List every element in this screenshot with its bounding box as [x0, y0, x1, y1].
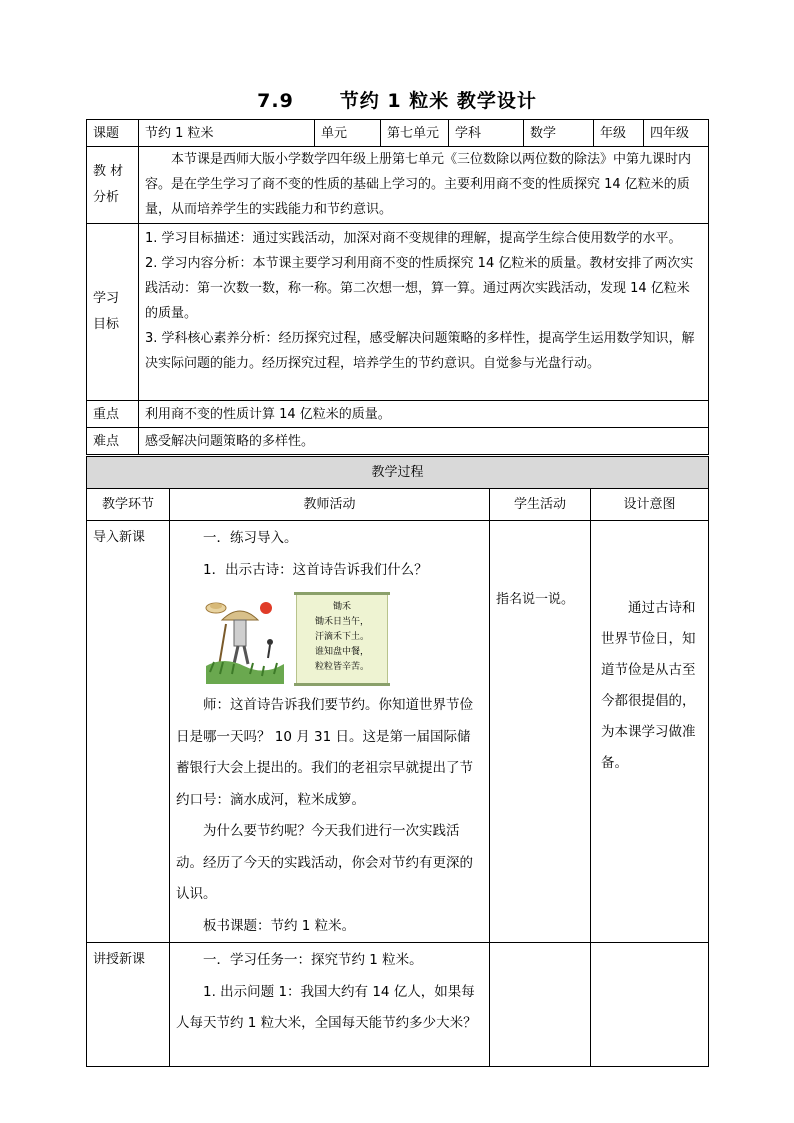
lesson-info-table [86, 119, 709, 455]
objective-item: 2. 学习内容分析：本节课主要学习利用商不变的性质探究 14 亿粒米的质量。教材安排了两次实践活动：第一次数一数，称一称。第二次想一想，算一算。通过两次实践活动，发现 14 亿粒米的质量。 [145, 256, 694, 321]
stage-name: 讲授新课 [87, 943, 170, 1067]
lesson-number: 7.9 [257, 90, 294, 112]
stage-name: 导入新课 [87, 521, 170, 943]
info-row [87, 120, 709, 147]
poem-line: 汗滴禾下土。 [314, 632, 369, 642]
task-heading: 一．学习任务一：探究节约 1 粒米。 [203, 952, 423, 968]
topic-value: 节约 1 粒米 [139, 120, 315, 147]
subject-label: 学科 [449, 120, 524, 147]
teacher-activity [170, 521, 490, 943]
analysis-label: 教 材 分析 [87, 147, 139, 224]
intro-heading: 一．练习导入。 [203, 530, 298, 546]
design-intent: 通过古诗和世界节俭日，知道节俭是从古至今都很提倡的，为本课学习做准备。 [601, 600, 696, 771]
poem-title: 锄禾 [332, 602, 351, 612]
poem-scroll [296, 594, 388, 684]
farmer-illustration [204, 594, 286, 684]
key-point-text: 利用商不变的性质计算 14 亿粒米的质量。 [139, 401, 709, 428]
student-activity [490, 943, 591, 1067]
column-header: 学生活动 [490, 489, 591, 521]
difficulty-text: 感受解决问题策略的多样性。 [139, 428, 709, 455]
teacher-paragraph: 板书课题：节约 1 粒米。 [203, 917, 356, 934]
stage-row-new [87, 943, 709, 1067]
column-header: 设计意图 [591, 489, 709, 521]
analysis-row [87, 147, 709, 224]
unit-label: 单元 [315, 120, 381, 147]
design-intent [591, 943, 709, 1067]
column-header: 教学环节 [87, 489, 170, 521]
poem-line: 锄禾日当午， [314, 617, 369, 627]
teacher-paragraph: 师：这首诗告诉我们要节约。你知道世界节俭日是哪一天吗？ 10 月 31 日。这是第一届国际储蓄银行大会上提出的。我们的老祖宗早就提出了节约口号：滴水成河，粒米成箩。 [176, 697, 473, 808]
process-heading: 教学过程 [87, 457, 709, 489]
poem-line: 谁知盘中餐， [314, 647, 369, 657]
column-header: 教师活动 [170, 489, 490, 521]
key-point-label: 重点 [87, 401, 139, 428]
poem-line: 粒粒皆辛苦。 [314, 662, 369, 672]
grade-value: 四年级 [644, 120, 709, 147]
topic-label: 课题 [87, 120, 139, 147]
teaching-process-table [86, 456, 709, 1067]
document-title [0, 86, 794, 113]
unit-value: 第七单元 [381, 120, 449, 147]
analysis-text: 本节课是西师大版小学数学四年级上册第七单元《三位数除以两位数的除法》中第九课时内容。是在学生学习了商不变的性质的基础上学习的。主要利用商不变的性质探究 14 亿粒米的质量，从而培养学生的实践能力和节约意识。 [145, 152, 692, 217]
difficulty-label: 难点 [87, 428, 139, 455]
objectives-row [87, 224, 709, 401]
lesson-title: 节约 1 粒米 教学设计 [339, 90, 537, 112]
stage-row-intro [87, 521, 709, 943]
student-activity: 指名说一说。 [490, 521, 591, 943]
poem-figure [204, 594, 483, 686]
key-point-row [87, 401, 709, 428]
poem-prompt: 1．出示古诗：这首诗告诉我们什么？ [203, 561, 428, 578]
subject-value: 数学 [524, 120, 594, 147]
process-heading-row [87, 457, 709, 489]
objectives-label: 学习 目标 [87, 224, 139, 401]
grade-label: 年级 [594, 120, 644, 147]
objective-item: 3. 学科核心素养分析：经历探究过程，感受解决问题策略的多样性，提高学生运用数学知识，解决实际问题的能力。经历探究过程，培养学生的节约意识。自觉参与光盘行动。 [145, 331, 695, 371]
teacher-activity [170, 943, 490, 1067]
teacher-paragraph: 1. 出示问题 1：我国大约有 14 亿人，如果每人每天节约 1 粒大米，全国每天能节约多少大米？ [176, 983, 477, 1031]
process-header-row [87, 489, 709, 521]
teacher-paragraph: 为什么要节约呢？今天我们进行一次实践活动。经历了今天的实践活动，你会对节约有更深的认识。 [176, 823, 473, 902]
objective-item: 1. 学习目标描述：通过实践活动，加深对商不变规律的理解，提高学生综合使用数学的水平。 [145, 231, 682, 246]
difficulty-row [87, 428, 709, 455]
